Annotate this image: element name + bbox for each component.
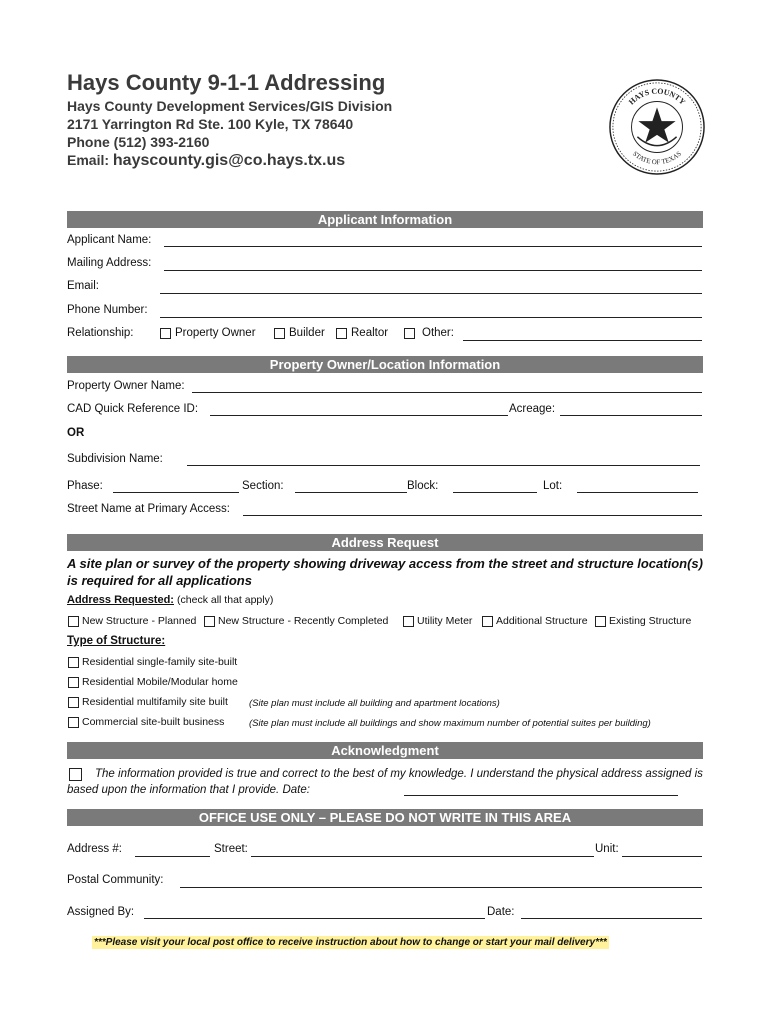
relationship-other-field[interactable]	[463, 340, 702, 341]
relationship-other-checkbox[interactable]	[404, 328, 415, 339]
multifamily-note: (Site plan must include all building and apartment locations)	[249, 698, 500, 709]
requested-new-planned-label: New Structure - Planned	[82, 615, 197, 627]
relationship-builder-checkbox[interactable]	[274, 328, 285, 339]
subdivision-label: Subdivision Name:	[67, 453, 163, 465]
seal-text-bottom: STATE OF TEXAS	[631, 150, 683, 167]
acknowledgment-text: The information provided is true and correct to the best of my knowledge. I understand the physical address assigned is based upon the information that I provide. Date:	[67, 768, 703, 796]
applicant-section-header: Applicant Information	[67, 211, 703, 228]
phone-number-label: Phone Number:	[67, 304, 148, 316]
address-request-section-header: Address Request	[67, 534, 703, 551]
type-single-family-label: Residential single-family site-built	[82, 656, 238, 668]
acknowledgment-section-header: Acknowledgment	[67, 742, 703, 759]
email-label: Email:	[67, 152, 110, 168]
mailing-address-label: Mailing Address:	[67, 257, 152, 269]
unit-label: Unit:	[595, 843, 619, 855]
section-field[interactable]	[295, 492, 407, 493]
assigned-by-label: Assigned By:	[67, 906, 135, 918]
address-requested-hint: (check all that apply)	[177, 594, 274, 606]
subdivision-field[interactable]	[187, 465, 700, 466]
unit-field[interactable]	[622, 856, 702, 857]
requested-utility-meter-checkbox[interactable]	[403, 616, 414, 627]
type-commercial-label: Commercial site-built business	[82, 716, 225, 728]
commercial-note: (Site plan must include all buildings and show maximum number of potential suites per building)	[249, 718, 651, 729]
email-label: Email:	[67, 280, 99, 292]
acknowledgment-statement	[67, 766, 707, 798]
county-seal-logo	[608, 78, 706, 176]
phone-number-field[interactable]	[160, 317, 702, 318]
site-plan-requirement: A site plan or survey of the property showing driveway access from the street and structure location(s) is required for all applications	[67, 556, 703, 588]
division-name: Hays County Development Services/GIS Division	[67, 98, 393, 114]
address-requested-line	[67, 594, 273, 606]
street-name-label: Street Name at Primary Access:	[67, 503, 230, 515]
office-use-section-header: OFFICE USE ONLY – PLEASE DO NOT WRITE IN THIS AREA	[67, 809, 703, 826]
email-link[interactable]: hayscounty.gis@co.hays.tx.us	[112, 152, 346, 169]
relationship-other-label: Other:	[422, 327, 454, 339]
property-section-header: Property Owner/Location Information	[67, 356, 703, 373]
address-number-field[interactable]	[135, 856, 210, 857]
acknowledgment-date-field[interactable]	[404, 795, 678, 796]
cad-id-label: CAD Quick Reference ID:	[67, 403, 199, 415]
phase-field[interactable]	[113, 492, 239, 493]
assigned-by-field[interactable]	[144, 918, 485, 919]
or-label: OR	[67, 427, 85, 439]
type-commercial-checkbox[interactable]	[68, 717, 79, 728]
office-email	[67, 152, 345, 170]
office-date-field[interactable]	[521, 918, 702, 919]
office-street-field[interactable]	[251, 856, 594, 857]
requested-additional-structure-checkbox[interactable]	[482, 616, 493, 627]
block-field[interactable]	[453, 492, 537, 493]
requested-additional-structure-label: Additional Structure	[496, 615, 588, 627]
relationship-realtor-label: Realtor	[351, 327, 389, 339]
requested-new-completed-label: New Structure - Recently Completed	[218, 615, 389, 627]
applicant-name-label: Applicant Name:	[67, 234, 152, 246]
lot-label: Lot:	[543, 480, 563, 492]
type-single-family-checkbox[interactable]	[68, 657, 79, 668]
address-number-label: Address #:	[67, 843, 122, 855]
requested-existing-structure-checkbox[interactable]	[595, 616, 606, 627]
relationship-builder-label: Builder	[289, 327, 325, 339]
postal-community-field[interactable]	[180, 887, 702, 888]
type-mobile-modular-label: Residential Mobile/Modular home	[82, 676, 238, 688]
type-mobile-modular-checkbox[interactable]	[68, 677, 79, 688]
lot-field[interactable]	[577, 492, 698, 493]
page-title: Hays County 9-1-1 Addressing	[67, 70, 386, 95]
seal-text-top: HAYS COUNTY	[626, 86, 688, 107]
requested-new-completed-checkbox[interactable]	[204, 616, 215, 627]
office-phone: Phone (512) 393-2160	[67, 134, 210, 150]
block-label: Block:	[407, 480, 439, 492]
office-date-label: Date:	[487, 906, 515, 918]
applicant-name-field[interactable]	[164, 246, 702, 247]
office-address: 2171 Yarrington Rd Ste. 100 Kyle, TX 78640	[67, 116, 354, 132]
type-multifamily-label: Residential multifamily site built	[82, 696, 228, 708]
office-street-label: Street:	[214, 843, 248, 855]
type-of-structure-label: Type of Structure:	[67, 635, 166, 647]
mailing-address-field[interactable]	[164, 270, 702, 271]
acreage-field[interactable]	[560, 415, 702, 416]
requested-utility-meter-label: Utility Meter	[417, 615, 473, 627]
relationship-label: Relationship:	[67, 327, 134, 339]
property-owner-field[interactable]	[192, 392, 702, 393]
cad-id-field[interactable]	[210, 415, 508, 416]
street-name-field[interactable]	[243, 515, 702, 516]
property-owner-label: Property Owner Name:	[67, 380, 185, 392]
email-field[interactable]	[160, 293, 702, 294]
relationship-property-owner-checkbox[interactable]	[160, 328, 171, 339]
relationship-realtor-checkbox[interactable]	[336, 328, 347, 339]
postal-community-label: Postal Community:	[67, 874, 164, 886]
address-requested-label: Address Requested:	[67, 594, 174, 606]
type-multifamily-checkbox[interactable]	[68, 697, 79, 708]
post-office-notice: ***Please visit your local post office to receive instruction about how to change or start your mail delivery***	[94, 937, 607, 948]
requested-new-planned-checkbox[interactable]	[68, 616, 79, 627]
phase-label: Phase:	[67, 480, 103, 492]
relationship-property-owner-label: Property Owner	[175, 327, 256, 339]
acreage-label: Acreage:	[509, 403, 556, 415]
section-label: Section:	[242, 480, 284, 492]
requested-existing-structure-label: Existing Structure	[609, 615, 692, 627]
